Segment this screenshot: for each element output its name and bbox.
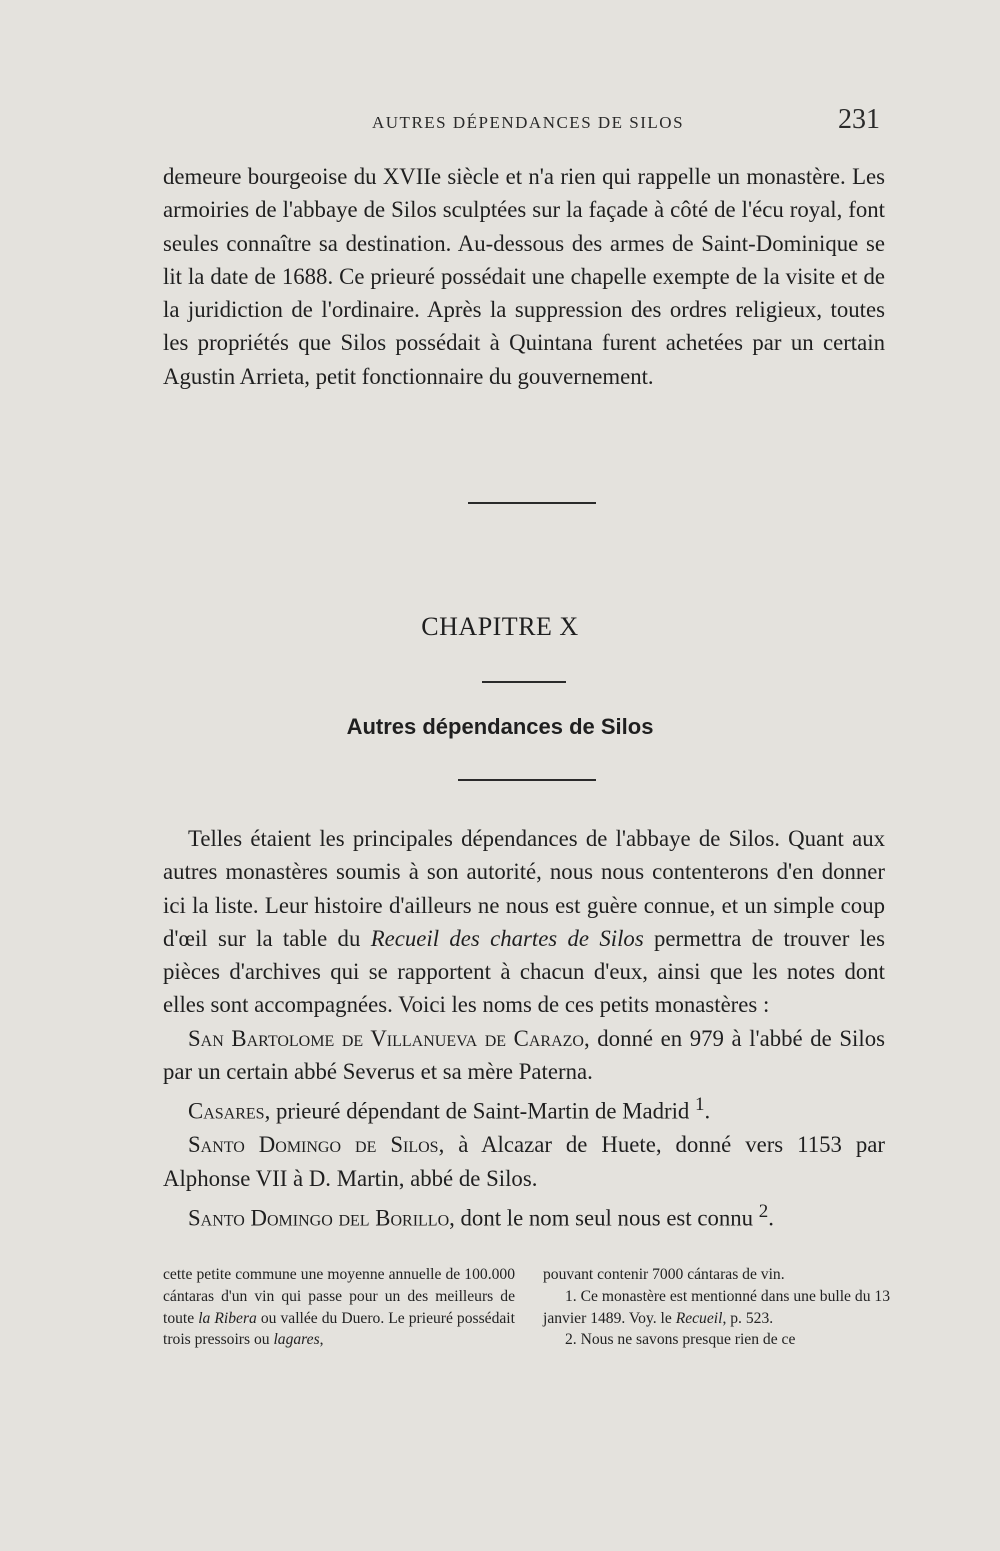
entry-end: . (704, 1098, 711, 1124)
top-paragraph: demeure bourgeoise du XVIIe siècle et n'a rien qui rappelle un monastère. Les armoiries de l'abbaye de Silos sculptées sur la façade à côté de l'écu royal, font seules connaître sa destination. Au-dessous des armes de Saint-Dominique se lit la date de 1688. Ce prieuré possédait une chapelle exempte de la visite et de la juridiction de l'ordinaire. Après la suppression des ordres religieux, toutes les propriétés que Silos possédait à Quintana furent achetées par un certain Agustin Arrieta, petit fonctionnaire du gouvernement. (163, 164, 885, 389)
footnote-text: , (319, 1331, 324, 1349)
page-number: 231 (838, 104, 880, 135)
chapter-title: Autres dépendances de Silos (346, 714, 654, 739)
intro-text-1: Telles étaient les principales dépendances de l'abbaye de Silos. Quant aux autres monastères soumis à son autorité, nous nous contenterons d'en donner ici la liste. Leur histoire d'ailleurs ne nous est guère connue, et un simple coup d'œil sur la table du (163, 826, 885, 951)
intro-italic-title: Recueil des chartes de Silos (370, 925, 644, 951)
entry-paragraph (163, 1195, 885, 1235)
entry-text: , donné en 979 à l'abbé de Silos par un certain abbé Severus et sa mère Paterna. (163, 1025, 885, 1085)
section-divider (468, 502, 596, 504)
entry-paragraph (163, 1088, 885, 1128)
footnote-text: cette petite commune une moyenne annuelle de 100.000 cántaras d'un vin qui passe pour un des meilleurs de toute (163, 1266, 515, 1327)
entry-text: , prieuré dépendant de Saint-Martin de Madrid (264, 1098, 690, 1124)
footnote-text: , p. 523. (722, 1309, 774, 1327)
entry-paragraph (163, 1128, 885, 1195)
entry-name: Santo Domingo de Silos (188, 1132, 439, 1158)
entry-name: Santo Domingo del Borillo (188, 1205, 450, 1231)
footnote-2: 2. Nous ne savons presque rien de ce (565, 1331, 796, 1349)
footnote-marker: 2 (758, 1200, 769, 1222)
entry-end: . (768, 1205, 774, 1231)
footnote-marker: 1 (695, 1094, 705, 1116)
entry-text: , dont le nom seul nous est connu (449, 1205, 754, 1231)
footnotes-left-column (163, 1264, 515, 1351)
entry-paragraph (163, 1022, 885, 1089)
entry-name: San Bartolome de Villanueva de Carazo (188, 1025, 584, 1051)
footnote-1 (543, 1286, 890, 1330)
footnote-continuation (163, 1264, 515, 1351)
entry-text: , à Alcazar de Huete, donné vers 1153 par Alphonse VII à D. Martin, abbé de Silos. (163, 1132, 885, 1191)
footnote-text: ou vallée du Duero. Le prieuré possédait trois pressoirs ou (163, 1309, 515, 1349)
chapter-label: CHAPITRE X (421, 612, 579, 641)
footnote-continuation: pouvant contenir 7000 cántaras de vin. (543, 1266, 785, 1283)
footnote-text: 1. Ce monastère est mentionné dans une bulle du 13 janvier 1489. Voy. le (543, 1287, 890, 1327)
title-divider (458, 779, 596, 781)
top-paragraph-block (163, 160, 885, 393)
footnote-italic: la Ribera (198, 1309, 257, 1327)
footnote-italic: lagares (273, 1331, 320, 1349)
footnotes-right-column (543, 1264, 890, 1351)
intro-paragraph (163, 822, 885, 1022)
chapter-body (163, 822, 885, 1235)
intro-text-2: permettra de trouver les pièces d'archives qui se rapportent à chacun d'eux, ainsi que les notes dont elles sont accompagnées. Voici les noms de ces petits monastères : (163, 925, 885, 1018)
chapter-divider (482, 681, 566, 683)
footnote-italic: Recueil (675, 1309, 723, 1327)
entry-name: Casares (188, 1098, 265, 1124)
running-head: AUTRES DÉPENDANCES DE SILOS (372, 113, 685, 132)
